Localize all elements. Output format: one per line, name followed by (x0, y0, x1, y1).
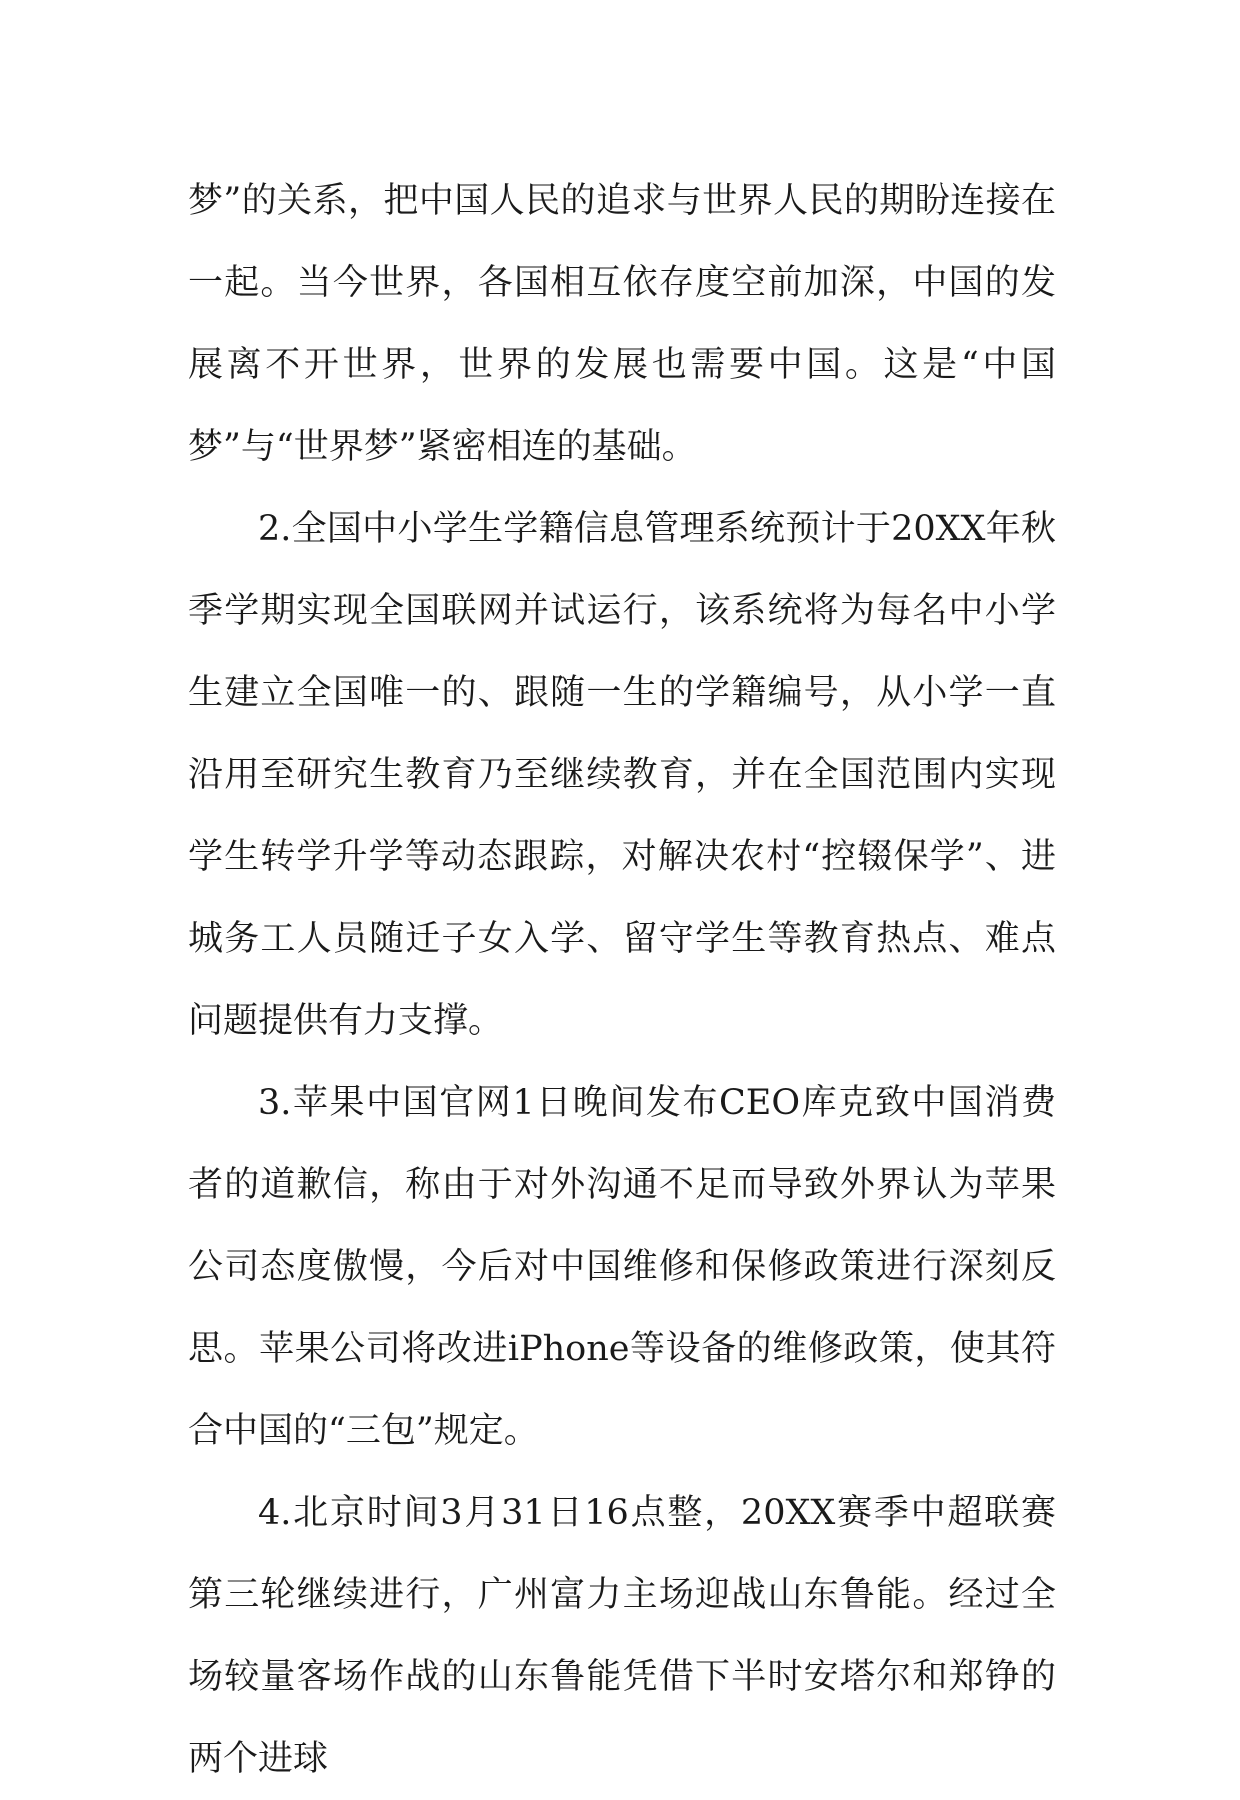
paragraph-continuation: 梦”的关系，把中国人民的追求与世界人民的期盼连接在一起。当今世界，各国相互依存度空前加深，中国的发展离不开世界，世界的发展也需要中国。这是“中国梦”与“世界梦”紧密相连的基础。 (188, 181, 1056, 467)
paragraph-item-4: 4.北京时间3月31日16点整，20XX赛季中超联赛第三轮继续进行，广州富力主场迎战山东鲁能。经过全场较量客场作战的山东鲁能凭借下半时安塔尔和郑铮的两个进球 (188, 1493, 1056, 1779)
paragraph-item-3: 3.苹果中国官网1日晚间发布CEO库克致中国消费者的道歉信，称由于对外沟通不足而导致外界认为苹果公司态度傲慢，今后对中国维修和保修政策进行深刻反思。苹果公司将改进iPhone等设备的维修政策，使其符合中国的“三包”规定。 (188, 1083, 1056, 1451)
paragraph-item-2: 2.全国中小学生学籍信息管理系统预计于20XX年秋季学期实现全国联网并试运行，该系统将为每名中小学生建立全国唯一的、跟随一生的学籍编号，从小学一直沿用至研究生教育乃至继续教育，并在全国范围内实现学生转学升学等动态跟踪，对解决农村“控辍保学”、进城务工人员随迁子女入学、留守学生等教育热点、难点问题提供有力支撑。 (188, 509, 1056, 1041)
document-body (188, 160, 1056, 1800)
